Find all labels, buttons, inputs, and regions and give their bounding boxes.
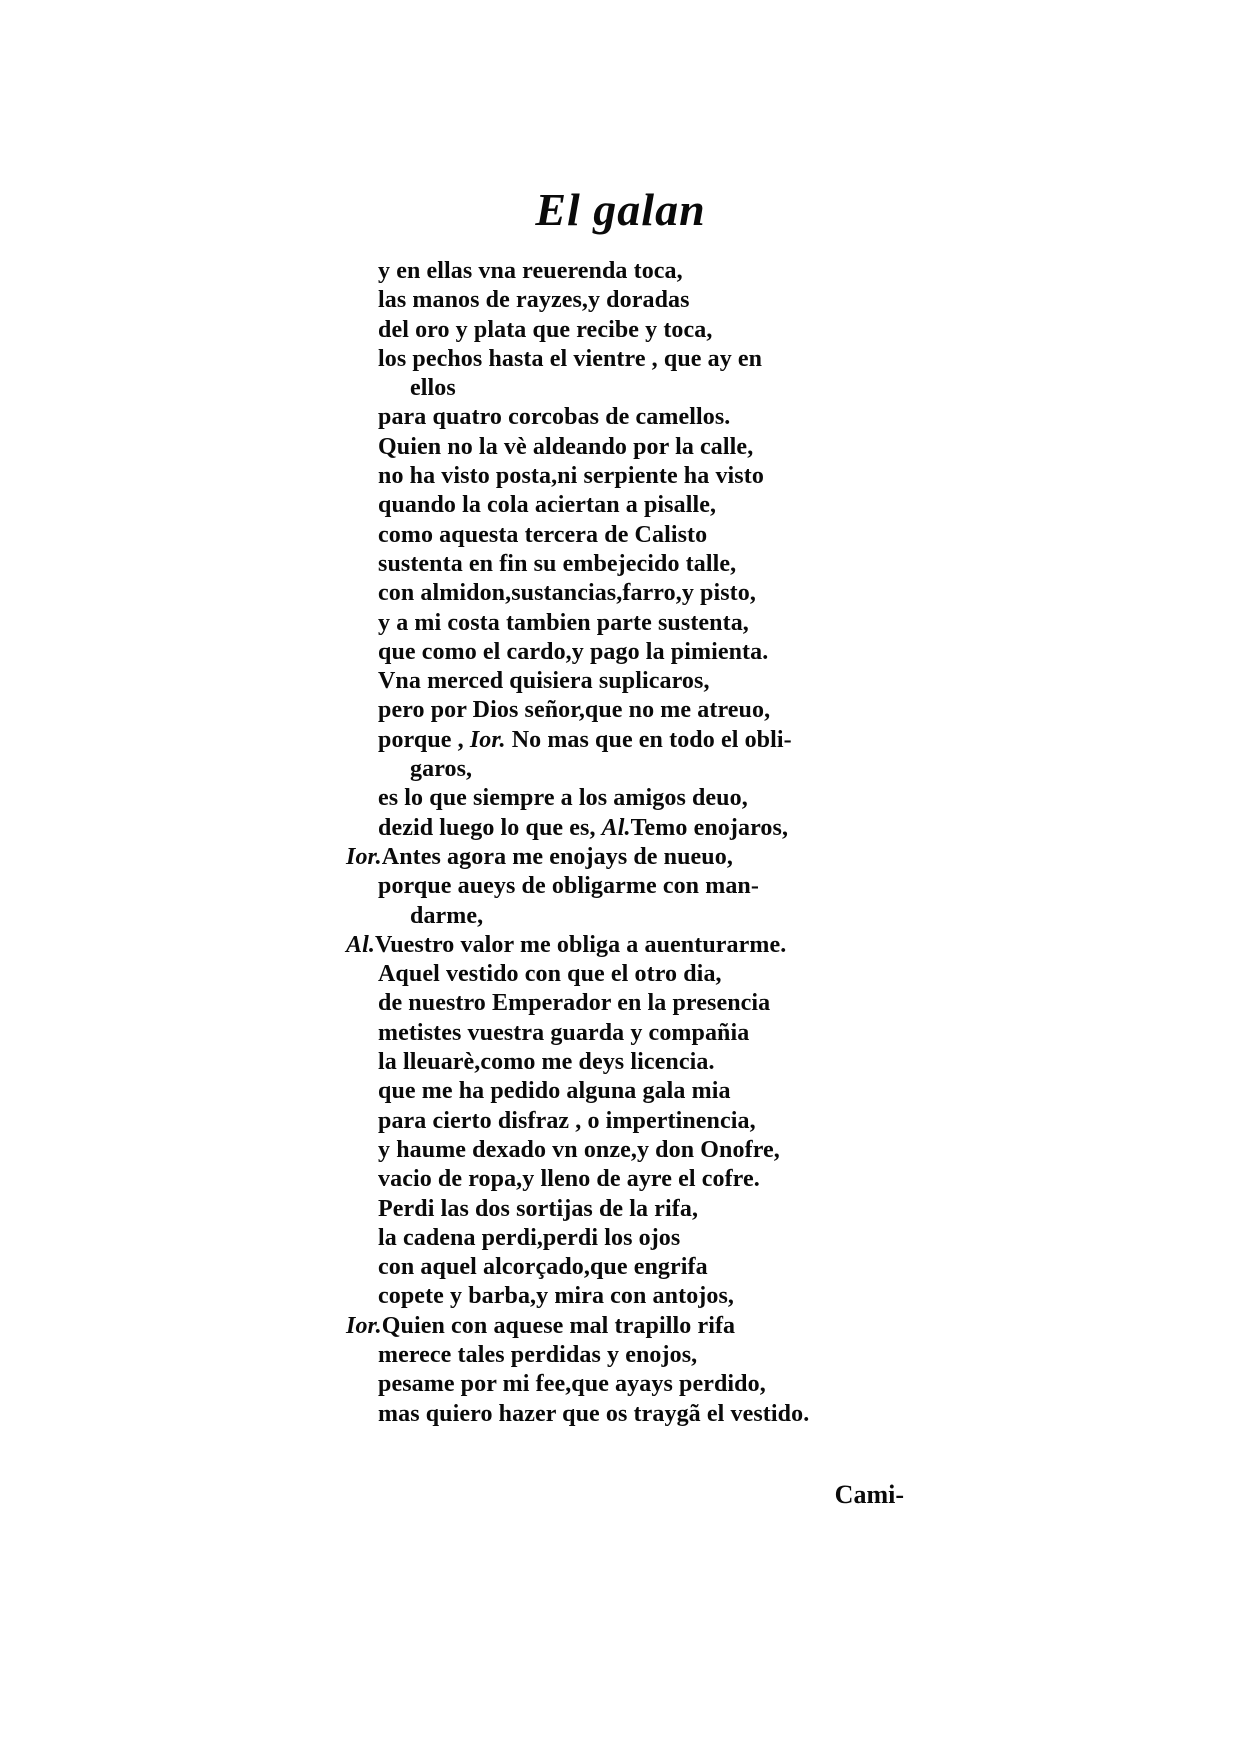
verse-line [378,696,918,725]
speaker-tag: Al. [346,931,375,958]
verse-line [378,1107,918,1136]
verse-line [378,1400,918,1429]
verse-text: los pechos hasta el vientre , que ay en [378,345,763,372]
verse-text: como aquesta tercera de Calisto [378,521,708,548]
verse-text: metistes vuestra guarda y compañia [378,1019,750,1046]
verse-line [378,1165,918,1194]
verse-line [346,1312,918,1341]
verse-line [378,491,918,520]
verse-text: Vna merced quisiera suplicaros, [378,668,710,695]
verse-line [378,638,918,667]
verse-text: merece tales perdidas y enojos, [378,1341,698,1368]
speaker-tag: Ior. [469,726,506,753]
verse-text: Temo enojaros, [630,814,789,841]
verse-text: las manos de rayzes,y doradas [378,287,690,314]
verse-text: dezid luego lo que es, [378,814,602,841]
verse-line [378,1136,918,1165]
verse-text: para cierto disfraz , o impertinencia, [378,1107,756,1134]
verse-line [378,579,918,608]
verse-text: del oro y plata que recibe y toca, [378,316,713,343]
verse-line [378,814,918,843]
verse-text: pero por Dios señor,que no me atreuo, [378,697,771,724]
verse-text: para quatro corcobas de camellos. [378,404,731,431]
verse-text: que me ha pedido alguna gala mia [378,1078,731,1105]
verse-line [378,345,918,374]
verse-line [378,1019,918,1048]
verse-line [378,1195,918,1224]
verse-text: la lleuarè,como me deys licencia. [378,1049,715,1076]
verse-text: no ha visto posta,ni serpiente ha visto [378,463,764,490]
verse-text: quando la cola aciertan a pisalle, [378,492,717,519]
verse-text: Quien con aquese mal trapillo rifa [381,1312,736,1339]
verse-line [378,403,918,432]
verse-line [378,755,918,784]
verse-text: porque aueys de obligarme con man- [378,873,759,900]
verse-line [378,784,918,813]
verse-line [378,667,918,696]
verse-text: y haume dexado vn onze,y don Onofre, [378,1136,780,1163]
verse-text: darme, [410,902,484,929]
verse-line [378,550,918,579]
verse-line [378,374,918,403]
verse-line [378,902,918,931]
speaker-tag: Ior. [346,1312,382,1339]
verse-block [346,257,918,1429]
verse-text: vacio de ropa,y lleno de ayre el cofre. [378,1166,760,1193]
verse-line [378,521,918,550]
verse-line [378,1048,918,1077]
verse-text: con almidon,sustancias,farro,y pisto, [378,580,756,607]
verse-line [378,1253,918,1282]
verse-line [378,1224,918,1253]
verse-line [378,1341,918,1370]
verse-line [378,1370,918,1399]
verse-line [378,316,918,345]
verse-text: porque , [378,726,470,753]
verse-text: garos, [410,756,473,783]
verse-line [378,609,918,638]
verse-text: y a mi costa tambien parte sustenta, [378,609,749,636]
verse-text: de nuestro Emperador en la presencia [378,990,771,1017]
verse-text: mas quiero hazer que os traygã el vestido. [378,1400,810,1427]
verse-text: No mas que en todo el obli- [505,726,792,753]
verse-line [378,462,918,491]
speaker-tag: Ior. [346,843,382,870]
verse-line [378,960,918,989]
verse-text: Perdi las dos sortijas de la rifa, [378,1195,699,1222]
verse-line [378,872,918,901]
verse-text: Aquel vestido con que el otro dia, [378,961,722,988]
verse-text: con aquel alcorçado,que engrifa [378,1254,708,1281]
verse-text: copete y barba,y mira con antojos, [378,1283,735,1310]
verse-line [346,843,918,872]
verse-text: que como el cardo,y pago la pimienta. [378,638,769,665]
verse-line [378,726,918,755]
verse-line [378,1077,918,1106]
verse-text: la cadena perdi,perdi los ojos [378,1224,681,1251]
verse-line [346,931,918,960]
verse-text: pesame por mi fee,que ayays perdido, [378,1371,766,1398]
verse-line [378,433,918,462]
verse-line [378,1282,918,1311]
verse-line [378,989,918,1018]
verse-text: es lo que siempre a los amigos deuo, [378,785,748,812]
verse-text: ellos [410,375,456,402]
verse-line [378,286,918,315]
verse-text: sustenta en fin su embejecido talle, [378,550,737,577]
speaker-tag: Al. [601,814,631,841]
verse-text: y en ellas vna reuerenda toca, [378,258,683,284]
catchword: Cami- [834,1480,904,1509]
running-head: El galan [535,184,706,235]
verse-text: Vuestro valor me obliga a auenturarme. [374,931,787,958]
verse-text: Antes agora me enojays de nueuo, [381,843,733,870]
verse-text: Quien no la vè aldeando por la calle, [378,433,754,460]
verse-line [378,257,918,286]
